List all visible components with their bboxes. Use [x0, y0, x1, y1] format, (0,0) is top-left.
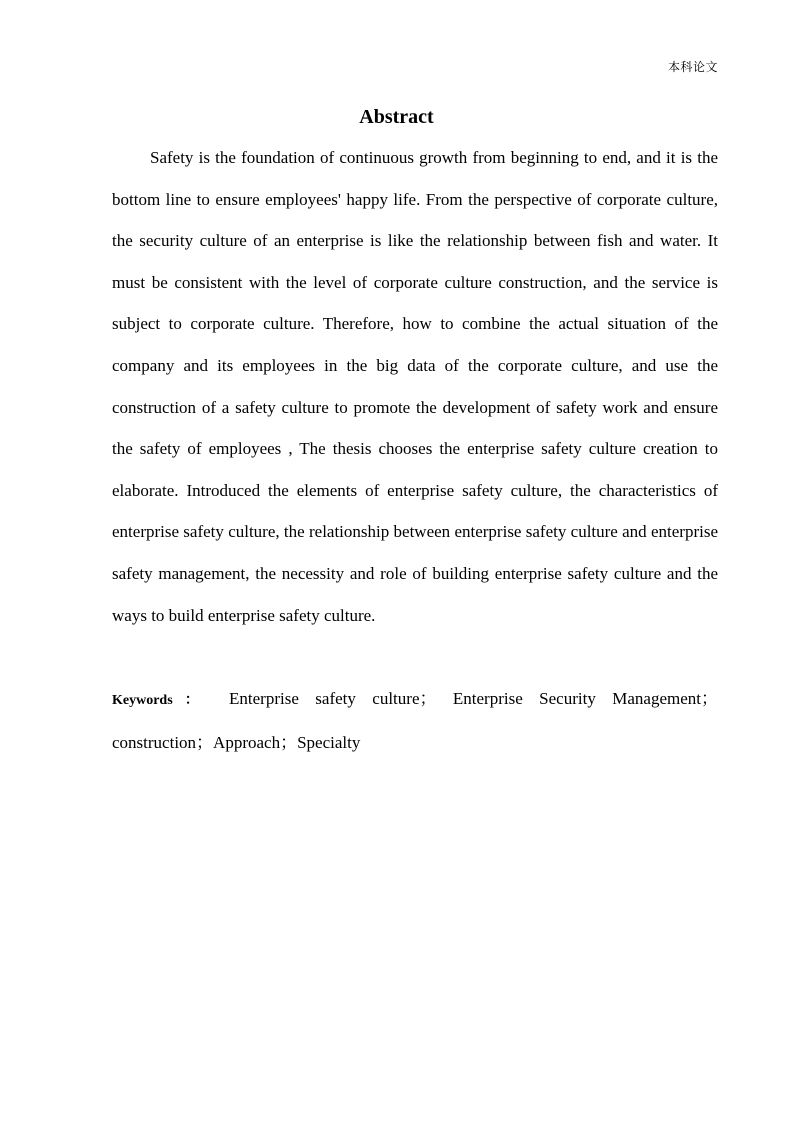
- section-title: Abstract: [359, 106, 434, 128]
- keywords-text: Enterprise safety culture； Enterprise Security Management；construction；Approach；Specialty: [112, 689, 718, 752]
- keywords-label: Keywords：: [112, 693, 211, 708]
- abstract-paragraph: Safety is the foundation of continuous growth from beginning to end, and it is the bottom line to ensure employees' happy life. From the perspective of corporate culture, the security culture of an enterprise is like the relationship between fish and water. It must be consistent with the level of corporate culture construction, and the service is subject to corporate culture. Therefore, how to combine the actual situation of the company and its employees in the big data of the corporate culture, and use the construction of a safety culture to promote the development of safety work and ensure the safety of employees , The thesis chooses the enterprise safety culture creation to elaborate. Introduced the elements of enterprise safety culture, the characteristics of enterprise safety culture, the relationship between enterprise safety culture and enterprise safety management, the necessity and role of building enterprise safety culture and the ways to build enterprise safety culture.: [112, 148, 718, 625]
- keywords-line: [112, 678, 718, 763]
- running-header: 本科论文: [667, 60, 718, 74]
